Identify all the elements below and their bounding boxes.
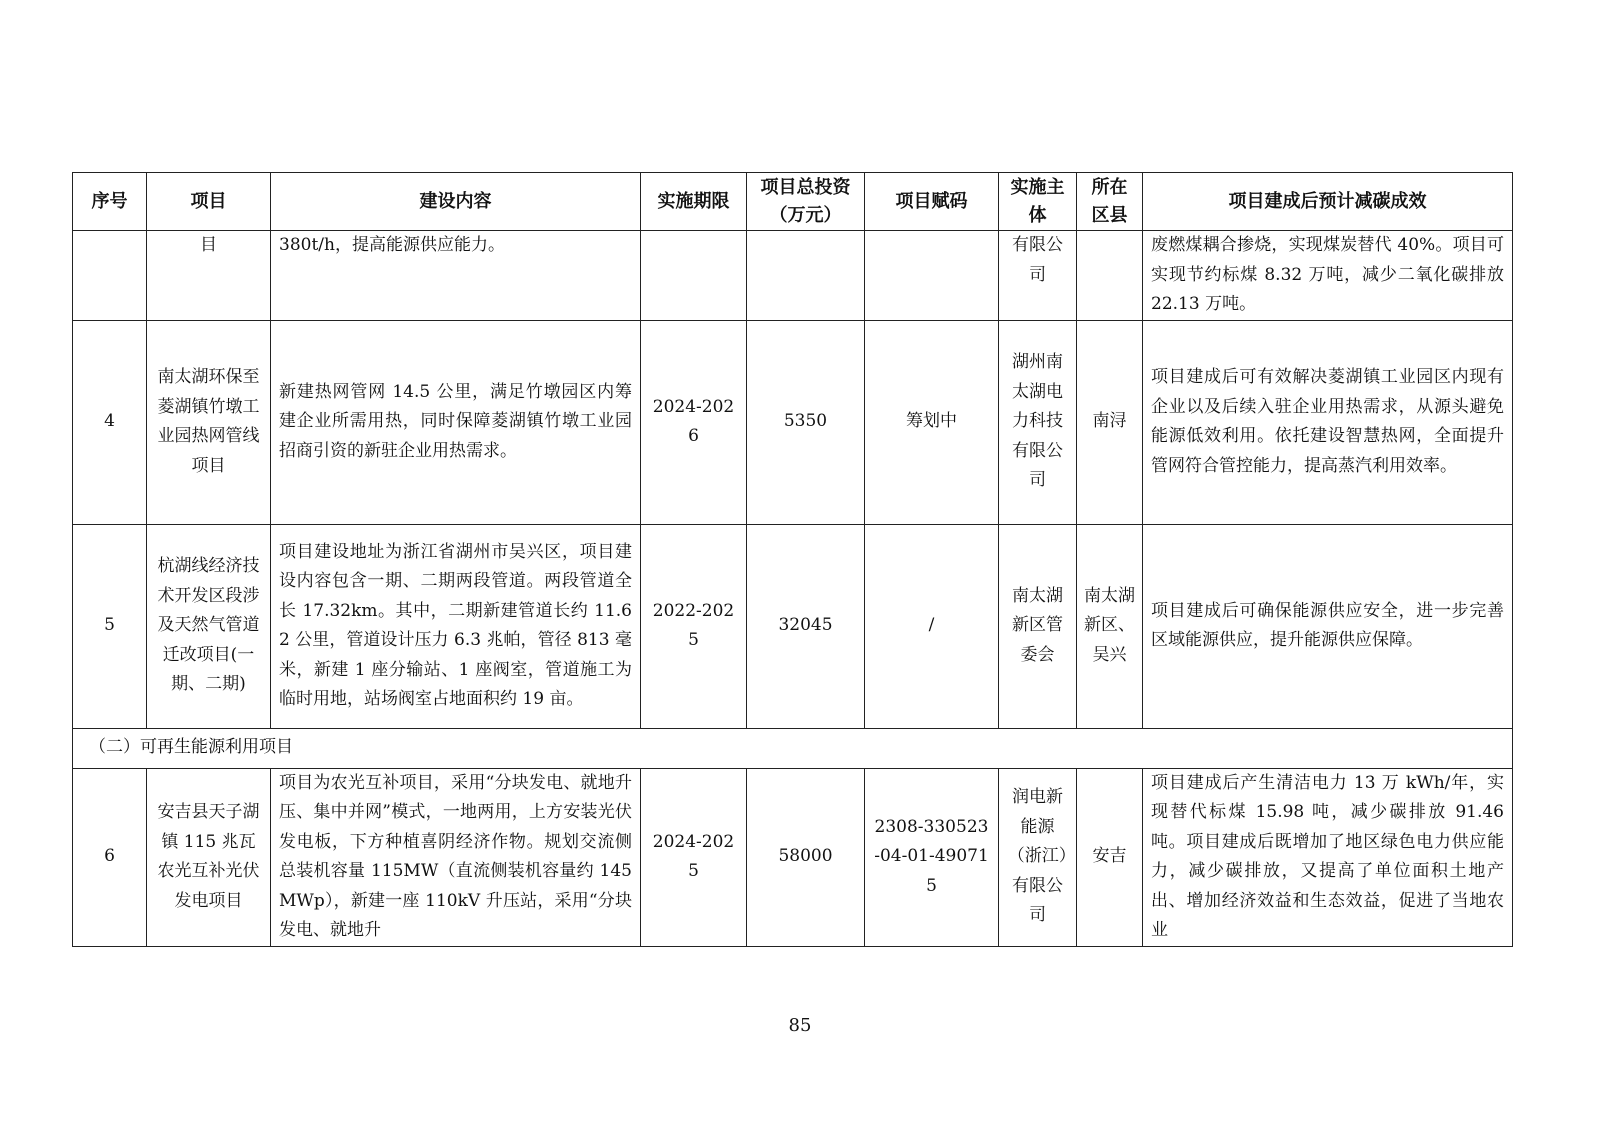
cell-code: / [865, 524, 999, 728]
cell-entity: 南太湖新区管委会 [999, 524, 1077, 728]
cell-investment: 58000 [747, 768, 865, 946]
cell-investment: 32045 [747, 524, 865, 728]
cell-effect: 废燃煤耦合掺烧，实现煤炭替代 40%。项目可实现节约标煤 8.32 万吨，减少二氧化碳排放 22.13 万吨。 [1143, 231, 1513, 321]
cell-code [865, 231, 999, 321]
header-no: 序号 [73, 173, 147, 231]
table-row [73, 320, 1513, 524]
cell-content: 新建热网管网 14.5 公里，满足竹墩园区内筹建企业所需用热，同时保障菱湖镇竹墩工业园招商引资的新驻企业用热需求。 [271, 320, 641, 524]
table-row [73, 524, 1513, 728]
cell-project: 杭湖线经济技术开发区段涉及天然气管道迁改项目(一期、二期) [147, 524, 271, 728]
header-project: 项目 [147, 173, 271, 231]
table-row [73, 768, 1513, 946]
cell-district [1077, 231, 1143, 321]
cell-entity: 润电新能源（浙江）有限公司 [999, 768, 1077, 946]
page-number: 85 [788, 1015, 812, 1036]
project-table [72, 172, 1513, 947]
cell-district: 南太湖新区、吴兴 [1077, 524, 1143, 728]
cell-effect: 项目建成后产生清洁电力 13 万 kWh/年，实现替代标煤 15.98 吨，减少碳排放 91.46 吨。项目建成后既增加了地区绿色电力供应能力，减少碳排放，又提高了单位面积土地产出、增加经济效益和生态效益，促进了当地农业 [1143, 768, 1513, 946]
table-row-continued [73, 231, 1513, 321]
header-district: 所在区县 [1077, 173, 1143, 231]
cell-entity: 湖州南太湖电力科技有限公司 [999, 320, 1077, 524]
cell-period: 2024-2026 [641, 320, 747, 524]
header-investment: 项目总投资（万元） [747, 173, 865, 231]
cell-district: 南浔 [1077, 320, 1143, 524]
cell-code: 筹划中 [865, 320, 999, 524]
header-period: 实施期限 [641, 173, 747, 231]
header-entity: 实施主体 [999, 173, 1077, 231]
cell-entity: 有限公司 [999, 231, 1077, 321]
cell-period [641, 231, 747, 321]
cell-no [73, 231, 147, 321]
section-heading: （二）可再生能源利用项目 [73, 728, 1513, 768]
cell-investment: 5350 [747, 320, 865, 524]
section-row [73, 728, 1513, 768]
cell-investment [747, 231, 865, 321]
cell-effect: 项目建成后可有效解决菱湖镇工业园区内现有企业以及后续入驻企业用热需求，从源头避免能源低效利用。依托建设智慧热网，全面提升管网符合管控能力，提高蒸汽利用效率。 [1143, 320, 1513, 524]
cell-content: 项目建设地址为浙江省湖州市吴兴区，项目建设内容包含一期、二期两段管道。两段管道全长 17.32km。其中，二期新建管道长约 11.62 公里，管道设计压力 6.3 兆帕，管径 813 毫米，新建 1 座分输站、1 座阀室，管道施工为临时用地，站场阀室占地面积约 19 亩。 [271, 524, 641, 728]
cell-district: 安吉 [1077, 768, 1143, 946]
header-code: 项目赋码 [865, 173, 999, 231]
header-effect: 项目建成后预计减碳成效 [1143, 173, 1513, 231]
cell-code: 2308-330523-04-01-490715 [865, 768, 999, 946]
header-row [73, 173, 1513, 231]
cell-project: 安吉县天子湖镇 115 兆瓦农光互补光伏发电项目 [147, 768, 271, 946]
cell-no: 4 [73, 320, 147, 524]
cell-content: 项目为农光互补项目，采用“分块发电、就地升压、集中并网”模式，一地两用，上方安装光伏发电板，下方种植喜阴经济作物。规划交流侧总装机容量 115MW（直流侧装机容量约 145MWp），新建一座 110kV 升压站，采用“分块发电、就地升 [271, 768, 641, 946]
cell-effect: 项目建成后可确保能源供应安全，进一步完善区域能源供应，提升能源供应保障。 [1143, 524, 1513, 728]
header-content: 建设内容 [271, 173, 641, 231]
cell-no: 5 [73, 524, 147, 728]
cell-content: 380t/h，提高能源供应能力。 [271, 231, 641, 321]
cell-no: 6 [73, 768, 147, 946]
cell-period: 2024-2025 [641, 768, 747, 946]
cell-project: 南太湖环保至菱湖镇竹墩工业园热网管线项目 [147, 320, 271, 524]
cell-project: 目 [147, 231, 271, 321]
cell-period: 2022-2025 [641, 524, 747, 728]
